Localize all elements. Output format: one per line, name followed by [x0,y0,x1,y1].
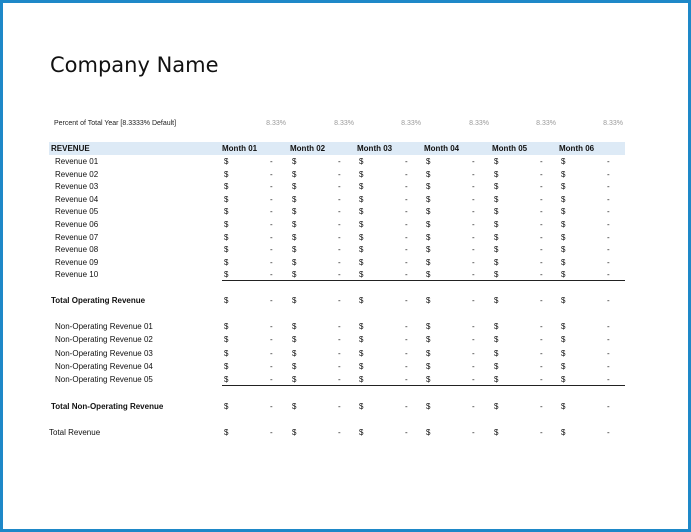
amount-cell[interactable]: - [540,375,543,384]
revenue-row [3,182,691,194]
amount-cell[interactable]: - [540,195,543,204]
currency-symbol: $ [292,335,297,344]
amount-cell[interactable]: - [540,170,543,179]
currency-symbol: $ [561,233,566,242]
currency-symbol: $ [292,375,297,384]
amount-cell[interactable]: - [270,157,273,166]
amount-cell[interactable]: - [607,428,610,437]
currency-symbol: $ [359,375,364,384]
currency-symbol: $ [292,258,297,267]
currency-symbol: $ [426,245,431,254]
company-title: Company Name [50,53,219,77]
amount-cell[interactable]: - [607,195,610,204]
currency-symbol: $ [426,375,431,384]
currency-symbol: $ [494,245,499,254]
currency-symbol: $ [224,362,229,371]
currency-symbol: $ [561,258,566,267]
percent-value-month-03[interactable]: 8.33% [401,120,421,127]
amount-cell[interactable]: - [405,220,408,229]
currency-symbol: $ [426,428,431,437]
percent-value-month-06[interactable]: 8.33% [603,120,623,127]
amount-cell[interactable]: - [472,349,475,358]
currency-symbol: $ [224,207,229,216]
amount-cell[interactable]: - [338,335,341,344]
row-label: Non-Operating Revenue 02 [55,335,153,344]
amount-cell[interactable]: - [405,428,408,437]
currency-symbol: $ [359,170,364,179]
amount-cell[interactable]: - [540,245,543,254]
subtotal-rule [222,385,625,386]
currency-symbol: $ [292,402,297,411]
currency-symbol: $ [224,195,229,204]
amount-cell[interactable]: - [270,195,273,204]
currency-symbol: $ [292,322,297,331]
amount-cell[interactable]: - [405,233,408,242]
amount-cell[interactable]: - [405,335,408,344]
total-operating-revenue-row [3,296,691,308]
amount-cell[interactable]: - [338,270,341,279]
amount-cell[interactable]: - [405,296,408,305]
amount-cell[interactable]: - [338,322,341,331]
currency-symbol: $ [561,362,566,371]
total-non-operating-revenue-row [3,402,691,414]
row-label: Revenue 09 [55,258,99,267]
currency-symbol: $ [561,182,566,191]
non-operating-revenue-row [3,362,691,374]
amount-cell[interactable]: - [472,220,475,229]
currency-symbol: $ [224,245,229,254]
amount-cell[interactable]: - [540,233,543,242]
currency-symbol: $ [494,195,499,204]
currency-symbol: $ [292,296,297,305]
amount-cell[interactable]: - [472,207,475,216]
amount-cell[interactable]: - [270,170,273,179]
currency-symbol: $ [292,270,297,279]
currency-symbol: $ [224,233,229,242]
percent-value-month-04[interactable]: 8.33% [469,120,489,127]
currency-symbol: $ [292,245,297,254]
amount-cell[interactable]: - [472,402,475,411]
currency-symbol: $ [494,182,499,191]
row-label: Revenue 07 [55,233,99,242]
currency-symbol: $ [359,335,364,344]
currency-symbol: $ [292,195,297,204]
amount-cell[interactable]: - [270,245,273,254]
amount-cell[interactable]: - [607,233,610,242]
amount-cell[interactable]: - [405,375,408,384]
percent-of-year-label: Percent of Total Year [8.3333% Default] [54,120,177,127]
amount-cell[interactable]: - [540,296,543,305]
currency-symbol: $ [426,258,431,267]
amount-cell[interactable]: - [607,335,610,344]
amount-cell[interactable]: - [270,182,273,191]
currency-symbol: $ [426,362,431,371]
currency-symbol: $ [292,233,297,242]
currency-symbol: $ [224,270,229,279]
amount-cell[interactable]: - [338,195,341,204]
currency-symbol: $ [494,270,499,279]
month-header-02: Month 02 [290,144,326,153]
currency-symbol: $ [561,296,566,305]
month-header-06: Month 06 [559,144,595,153]
amount-cell[interactable]: - [472,182,475,191]
revenue-section-header: REVENUE [51,144,90,153]
currency-symbol: $ [494,335,499,344]
amount-cell[interactable]: - [405,170,408,179]
subtotal-rule [222,280,625,281]
revenue-row [3,245,691,257]
currency-symbol: $ [224,258,229,267]
percent-of-year-row [3,117,691,131]
currency-symbol: $ [561,170,566,179]
currency-symbol: $ [426,233,431,242]
currency-symbol: $ [494,322,499,331]
amount-cell[interactable]: - [405,349,408,358]
currency-symbol: $ [359,362,364,371]
currency-symbol: $ [224,157,229,166]
currency-symbol: $ [359,195,364,204]
non-operating-revenue-row [3,335,691,347]
currency-symbol: $ [426,296,431,305]
amount-cell[interactable]: - [338,207,341,216]
amount-cell[interactable]: - [540,220,543,229]
amount-cell[interactable]: - [540,349,543,358]
currency-symbol: $ [426,182,431,191]
currency-symbol: $ [494,428,499,437]
amount-cell[interactable]: - [607,258,610,267]
currency-symbol: $ [292,207,297,216]
currency-symbol: $ [494,296,499,305]
currency-symbol: $ [426,170,431,179]
currency-symbol: $ [359,233,364,242]
amount-cell[interactable]: - [607,245,610,254]
amount-cell[interactable]: - [472,270,475,279]
currency-symbol: $ [292,170,297,179]
revenue-row [3,195,691,207]
currency-symbol: $ [426,207,431,216]
revenue-row [3,170,691,182]
row-label: Total Non-Operating Revenue [51,402,164,411]
currency-symbol: $ [224,375,229,384]
amount-cell[interactable]: - [338,245,341,254]
currency-symbol: $ [494,362,499,371]
amount-cell[interactable]: - [472,322,475,331]
amount-cell[interactable]: - [540,335,543,344]
amount-cell[interactable]: - [540,270,543,279]
currency-symbol: $ [561,195,566,204]
currency-symbol: $ [359,296,364,305]
row-label: Non-Operating Revenue 04 [55,362,153,371]
row-label: Non-Operating Revenue 03 [55,349,153,358]
amount-cell[interactable]: - [607,182,610,191]
amount-cell[interactable]: - [607,296,610,305]
amount-cell[interactable]: - [607,207,610,216]
amount-cell[interactable]: - [338,170,341,179]
amount-cell[interactable]: - [607,157,610,166]
currency-symbol: $ [561,335,566,344]
amount-cell[interactable]: - [405,322,408,331]
currency-symbol: $ [561,157,566,166]
amount-cell[interactable]: - [472,233,475,242]
header-band [49,142,625,155]
currency-symbol: $ [224,349,229,358]
revenue-row [3,233,691,245]
amount-cell[interactable]: - [270,322,273,331]
currency-symbol: $ [426,220,431,229]
currency-symbol: $ [426,349,431,358]
amount-cell[interactable]: - [472,245,475,254]
currency-symbol: $ [359,322,364,331]
amount-cell[interactable]: - [270,296,273,305]
currency-symbol: $ [359,349,364,358]
amount-cell[interactable]: - [472,170,475,179]
amount-cell[interactable]: - [472,362,475,371]
amount-cell[interactable]: - [270,233,273,242]
currency-symbol: $ [359,220,364,229]
amount-cell[interactable]: - [338,296,341,305]
row-label: Non-Operating Revenue 05 [55,375,153,384]
amount-cell[interactable]: - [338,349,341,358]
currency-symbol: $ [292,182,297,191]
currency-symbol: $ [359,157,364,166]
row-label: Total Operating Revenue [51,296,146,305]
row-label: Revenue 05 [55,207,99,216]
revenue-row [3,220,691,232]
currency-symbol: $ [292,220,297,229]
row-label: Revenue 01 [55,157,99,166]
amount-cell[interactable]: - [540,428,543,437]
currency-symbol: $ [359,270,364,279]
currency-symbol: $ [224,296,229,305]
amount-cell[interactable]: - [540,402,543,411]
amount-cell[interactable]: - [607,270,610,279]
currency-symbol: $ [224,428,229,437]
currency-symbol: $ [224,182,229,191]
amount-cell[interactable]: - [270,375,273,384]
amount-cell[interactable]: - [607,349,610,358]
amount-cell[interactable]: - [405,362,408,371]
amount-cell[interactable]: - [270,362,273,371]
currency-symbol: $ [224,170,229,179]
currency-symbol: $ [561,402,566,411]
currency-symbol: $ [224,322,229,331]
amount-cell[interactable]: - [405,157,408,166]
currency-symbol: $ [494,170,499,179]
currency-symbol: $ [292,428,297,437]
row-label: Non-Operating Revenue 01 [55,322,153,331]
month-header-04: Month 04 [424,144,460,153]
row-label: Revenue 04 [55,195,99,204]
row-label: Revenue 03 [55,182,99,191]
amount-cell[interactable]: - [338,428,341,437]
amount-cell[interactable]: - [338,157,341,166]
currency-symbol: $ [494,233,499,242]
amount-cell[interactable]: - [540,182,543,191]
amount-cell[interactable]: - [338,220,341,229]
percent-value-month-01[interactable]: 8.33% [266,120,286,127]
row-label: Revenue 06 [55,220,99,229]
revenue-row [3,157,691,169]
currency-symbol: $ [359,182,364,191]
amount-cell[interactable]: - [405,182,408,191]
currency-symbol: $ [494,258,499,267]
amount-cell[interactable]: - [472,428,475,437]
amount-cell[interactable]: - [338,375,341,384]
month-header-03: Month 03 [357,144,393,153]
total-revenue-row [3,428,691,440]
currency-symbol: $ [292,157,297,166]
amount-cell[interactable]: - [338,402,341,411]
amount-cell[interactable]: - [338,233,341,242]
amount-cell[interactable]: - [607,220,610,229]
amount-cell[interactable]: - [540,258,543,267]
currency-symbol: $ [494,349,499,358]
amount-cell[interactable]: - [338,182,341,191]
amount-cell[interactable]: - [607,362,610,371]
amount-cell[interactable]: - [472,195,475,204]
currency-symbol: $ [426,335,431,344]
amount-cell[interactable]: - [338,258,341,267]
amount-cell[interactable]: - [472,296,475,305]
percent-value-month-05[interactable]: 8.33% [536,120,556,127]
amount-cell[interactable]: - [338,362,341,371]
amount-cell[interactable]: - [540,207,543,216]
amount-cell[interactable]: - [607,375,610,384]
currency-symbol: $ [494,207,499,216]
currency-symbol: $ [359,207,364,216]
currency-symbol: $ [561,245,566,254]
currency-symbol: $ [359,402,364,411]
amount-cell[interactable]: - [405,402,408,411]
row-label: Revenue 08 [55,245,99,254]
amount-cell[interactable]: - [270,270,273,279]
amount-cell[interactable]: - [607,402,610,411]
currency-symbol: $ [359,245,364,254]
currency-symbol: $ [224,220,229,229]
amount-cell[interactable]: - [607,322,610,331]
currency-symbol: $ [561,220,566,229]
currency-symbol: $ [561,207,566,216]
currency-symbol: $ [561,322,566,331]
row-label: Revenue 10 [55,270,99,279]
currency-symbol: $ [292,349,297,358]
amount-cell[interactable]: - [270,335,273,344]
amount-cell[interactable]: - [472,258,475,267]
currency-symbol: $ [224,335,229,344]
non-operating-revenue-row [3,349,691,361]
currency-symbol: $ [359,428,364,437]
amount-cell[interactable]: - [270,402,273,411]
currency-symbol: $ [561,349,566,358]
amount-cell[interactable]: - [270,207,273,216]
amount-cell[interactable]: - [405,245,408,254]
currency-symbol: $ [426,322,431,331]
amount-cell[interactable]: - [607,170,610,179]
amount-cell[interactable]: - [540,362,543,371]
currency-symbol: $ [494,157,499,166]
amount-cell[interactable]: - [405,207,408,216]
currency-symbol: $ [494,220,499,229]
amount-cell[interactable]: - [540,322,543,331]
amount-cell[interactable]: - [472,157,475,166]
amount-cell[interactable]: - [405,258,408,267]
amount-cell[interactable]: - [270,349,273,358]
currency-symbol: $ [561,375,566,384]
row-label: Revenue 02 [55,170,99,179]
amount-cell[interactable]: - [270,220,273,229]
amount-cell[interactable]: - [270,258,273,267]
currency-symbol: $ [426,195,431,204]
amount-cell[interactable]: - [270,428,273,437]
revenue-row [3,258,691,270]
amount-cell[interactable]: - [405,195,408,204]
currency-symbol: $ [494,402,499,411]
month-header-05: Month 05 [492,144,528,153]
currency-symbol: $ [292,362,297,371]
currency-symbol: $ [359,258,364,267]
non-operating-revenue-row [3,322,691,334]
currency-symbol: $ [224,402,229,411]
revenue-row [3,207,691,219]
amount-cell[interactable]: - [405,270,408,279]
currency-symbol: $ [426,270,431,279]
currency-symbol: $ [561,428,566,437]
amount-cell[interactable]: - [472,375,475,384]
percent-value-month-02[interactable]: 8.33% [334,120,354,127]
month-header-01: Month 01 [222,144,258,153]
currency-symbol: $ [426,402,431,411]
currency-symbol: $ [494,375,499,384]
row-label: Total Revenue [49,428,101,437]
currency-symbol: $ [561,270,566,279]
amount-cell[interactable]: - [540,157,543,166]
amount-cell[interactable]: - [472,335,475,344]
currency-symbol: $ [426,157,431,166]
